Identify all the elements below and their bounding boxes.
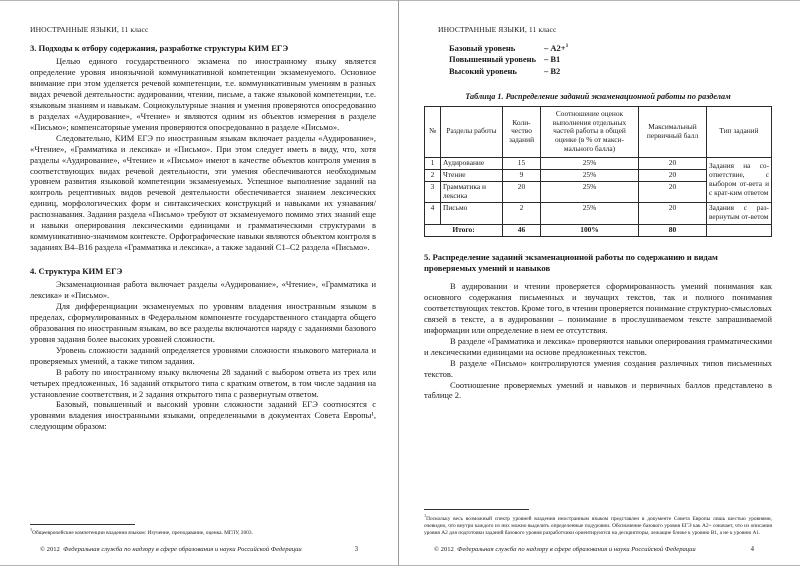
level-dash: – [544, 54, 549, 65]
level-name: Высокий уровень [449, 65, 517, 76]
paragraph-3-1: Целью единого государственного экзамена по иностранному языку является определение уровня иноязычной коммуникативной компетенции экзаменуемого. Основное внимание при этом уделяется речевой компетенции, т.е. коммуникативным умениям в разных видах речевой деятельности: аудировании, чтении, письме, а также языковой компетенции, т.е. языковым знаниям и навыкам. Социокультурные знания и умения проверяются опосредованно в разделах «Аудирование», «Чтение» и являются одним из объектов измерения в разделе «Письмо»; компенсаторные умения проверяются опосредованно в разделе «Письмо». [30, 56, 376, 132]
cell-num: 2 [425, 169, 441, 181]
table-head [425, 106, 772, 157]
footnote-marker: 1 [424, 512, 427, 518]
footer-agency: Федеральная служба по надзору в сфере образования и науки Российской Федерации [63, 546, 302, 553]
cell-section: Аудирование [441, 157, 503, 169]
running-head-left: ИНОСТРАННЫЕ ЯЗЫКИ, 11 класс [30, 25, 149, 34]
cell-maxscore: 20 [639, 202, 707, 224]
paragraph-4-4: В работу по иностранному языку включены 28 заданий с выбором ответа из трех или четырех предложенных, 16 заданий открытого типа с кратким ответом, в том числе задания на установление соответствия, и 2 задания открытого типа с развернутым ответом. [30, 366, 376, 399]
cell-type-group-1: Задания на со-ответствие, с выбором от-вета и с крат-ким ответом [707, 157, 772, 202]
cell-section: Чтение [441, 169, 503, 181]
table-row [425, 202, 772, 224]
paragraph-4-1: Экзаменационная работа включает разделы «Аудирование», «Чтение», «Грамматика и лексика» и «Письмо». [30, 279, 376, 301]
spacer [30, 253, 376, 266]
col-header-percent: Соотношение оценок выполнения отдельных частей работы в общей оценке (в % от макси-мального балла) [541, 106, 639, 157]
level-name: Повышенный уровень [449, 54, 537, 65]
cell-maxscore: 20 [639, 181, 707, 202]
level-footnote-marker: 1 [565, 43, 569, 50]
cell-percent: 25% [541, 169, 639, 181]
footnote-rule [30, 524, 135, 525]
footnote-left [30, 527, 376, 537]
level-dash: – [544, 65, 549, 76]
paragraph-5-2: В разделе «Грамматика и лексика» проверяются навыки оперирования грамматическими и лексическими единицами на основе предложенных текстов. [424, 335, 772, 357]
footnote-right [424, 513, 772, 537]
level-dash: – [544, 43, 549, 53]
page-right [399, 0, 800, 566]
footnote-area-right [424, 509, 772, 553]
cell-count: 2 [503, 202, 541, 224]
level-code: В1 [550, 54, 561, 65]
cell-total-maxscore: 80 [639, 224, 707, 236]
page-footer-left [30, 546, 376, 553]
cell-maxscore: 20 [639, 169, 707, 181]
cell-maxscore: 20 [639, 157, 707, 169]
paragraph-5-3: В разделе «Письмо» контролируются умения создания различных типов письменных текстов. [424, 357, 772, 379]
level-code: А2+ [550, 43, 566, 53]
table-body [425, 157, 772, 236]
page-footer-right [424, 546, 772, 553]
cell-section: Грамматика и лексика [441, 181, 503, 202]
cell-percent: 25% [541, 202, 639, 224]
col-header-num: № [425, 106, 441, 157]
heading-section-3: 3. Подходы к отбору содержания, разработке структуры КИМ ЕГЭ [30, 43, 289, 53]
page-number-right: 4 [750, 546, 754, 553]
table-caption: Таблица 1. Распределение заданий экзаменационной работы по разделам [465, 91, 731, 101]
table-row [425, 157, 772, 169]
paragraph-5-4: Соотношение проверяемых умений и навыков и первичных баллов представлено в таблице 2. [424, 379, 772, 401]
footer-year: © 2012 [434, 546, 454, 553]
footnote-left-text: Общеевропейские компетенции владения языком: Изучение, преподавание, оценка. МГЛУ, 2003. [32, 529, 253, 536]
footnote-right-text: Поскольку весь возможный спектр уровней владения иностранным языком представлен в документе Совета Европы лишь шестью уровнями, очевидно, что внутри каждого из них можно выделить определенные подуровни. Обозначение базового уровня ЕГЭ как А2+ означает, что из описания уровня А2 для подготовки заданий базового уровня разработчики ориентируются на дескрипторы, лежащие ближе к уровню В1, а не к уровню А1. [424, 515, 772, 536]
col-header-type: Тип заданий [707, 106, 772, 157]
level-value [544, 43, 568, 54]
footnote-area-left [30, 524, 376, 553]
col-header-count: Коли-чество заданий [503, 106, 541, 157]
level-name: Базовый уровень [449, 43, 516, 53]
cell-num: 1 [425, 157, 441, 169]
cell-percent: 25% [541, 181, 639, 202]
footer-year: © 2012 [40, 546, 60, 553]
cell-count: 20 [503, 181, 541, 202]
col-header-section: Разделы работы [441, 106, 503, 157]
levels-row [449, 54, 772, 65]
cell-total-type [707, 224, 772, 236]
footer-copyright-left [30, 546, 302, 553]
cell-total-count: 46 [503, 224, 541, 236]
cell-count: 15 [503, 157, 541, 169]
paragraph-4-5: Базовый, повышенный и высокий уровни сложности заданий ЕГЭ соотносятся с уровнями владения иностранными языками, определенными в документах Совета Европы¹, следующим образом: [30, 399, 376, 432]
paragraph-4-2: Для дифференциации экзаменуемых по уровням владения иностранным языком в пределах, сформулированных в Федеральном компоненте государственного стандарта общего образования по иностранным языкам, во все разделы включаются наряду с заданиями базового уровня задания более высоких уровней сложности. [30, 301, 376, 344]
table-total-row [425, 224, 772, 236]
table-header-row [425, 106, 772, 157]
heading-section-4: 4. Структура КИМ ЕГЭ [30, 265, 123, 276]
cell-total-percent: 100% [541, 224, 639, 236]
levels-list [449, 43, 772, 77]
cell-num: 4 [425, 202, 441, 224]
levels-row [449, 43, 772, 54]
level-value [544, 54, 560, 65]
footer-copyright-right [424, 546, 696, 553]
footer-agency: Федеральная служба по надзору в сфере образования и науки Российской Федерации [457, 546, 696, 553]
page-left [0, 0, 399, 566]
col-header-maxscore: Максимальный первичный балл [639, 106, 707, 157]
cell-count: 9 [503, 169, 541, 181]
cell-percent: 25% [541, 157, 639, 169]
running-head-right: ИНОСТРАННЫЕ ЯЗЫКИ, 11 класс [438, 25, 557, 34]
paragraph-3-2: Следовательно, КИМ ЕГЭ по иностранным языкам включает разделы «Аудирование», «Чтение», «Грамматика и лексика» и «Письмо». При этом следует иметь в виду, что, хотя разделы «Аудирование», «Чтение» и «Письмо» имеют в качестве объектов контроля умения в соответствующих видах речевой деятельности, эти умения обеспечиваются необходимым уровнем развития языковой компетенции экзаменуемых. Успешное выполнение заданий на контроль рецептивных видов речевой деятельности обеспечивается знанием лексических единиц, морфологических форм и синтаксических конструкций и навыками их узнавания/распознавания. Задания раздела «Письмо» требуют от экзаменуемого помимо этих знаний еще и навыки оперирования лексическими единицами и грамматическими структурами в коммуникативно-значимом контексте. Орфографические навыки являются объектом контроля в заданиях В4–В16 раздела «Грамматика и лексика», а также заданий С1–С2 раздела «Письмо». [30, 132, 376, 253]
footnote-marker: 1 [30, 527, 33, 533]
levels-row [449, 66, 772, 77]
page-number-left: 3 [354, 546, 358, 553]
footnote-rule [424, 509, 529, 510]
level-value [544, 66, 560, 77]
cell-section: Письмо [441, 202, 503, 224]
distribution-table [424, 106, 772, 237]
paragraph-5-1: В аудировании и чтении проверяется сформированность умений понимания как основного содержания письменных и звучащих текстов, так и полного понимания соответствующих текстов. Кроме того, в чтении проверяется понимание структурно-смысловых связей в тексте, а в аудировании – понимание в прослушиваемом тексте запрашиваемой информации или определение в нем ее отсутствия. [424, 281, 772, 335]
heading-section-5: 5. Распределение заданий экзаменационной работы по содержанию и видам проверяемых умений и навыков [424, 251, 718, 273]
paragraph-4-3: Уровень сложности заданий определяется уровнями сложности языкового материала и проверяемых умений, а также типом задания. [30, 344, 376, 366]
cell-num: 3 [425, 181, 441, 202]
cell-type-group-2: Задания с раз-вернутым от-ветом [707, 202, 772, 224]
spacer [424, 237, 772, 250]
cell-total-label: Итого: [425, 224, 503, 236]
level-code: В2 [550, 65, 561, 76]
